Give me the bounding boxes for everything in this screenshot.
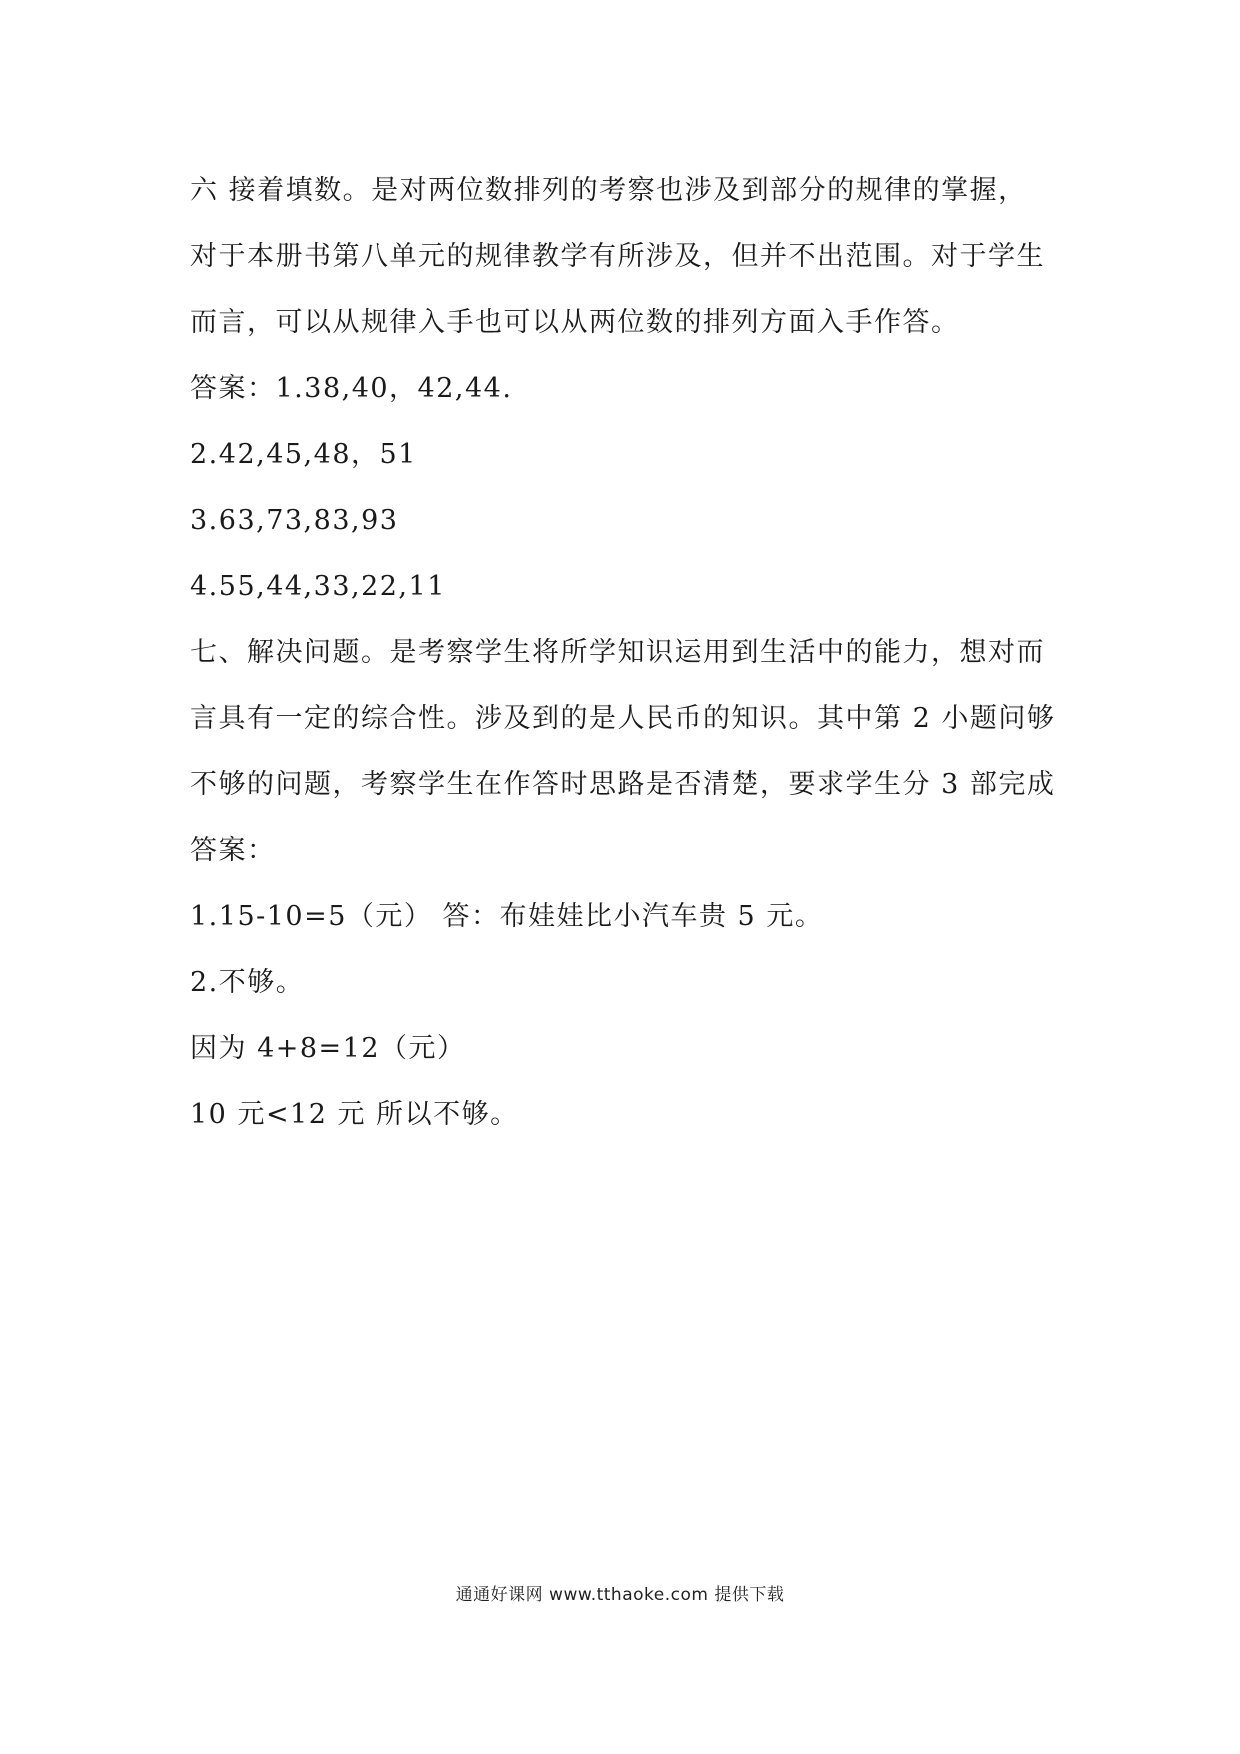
answer-heading: 答案： [190, 835, 276, 866]
answer-line: 4.55,44,33,22,11 [190, 571, 446, 602]
paragraph-line: 七、解决问题。是考察学生将所学知识运用到生活中的能力，想对而 [190, 637, 1045, 668]
document-body [190, 158, 1060, 1148]
paragraph-line: 而言，可以从规律入手也可以从两位数的排列方面入手作答。 [190, 307, 960, 338]
paragraph-line: 言具有一定的综合性。涉及到的是人民币的知识。其中第 2 小题问够 [190, 703, 1056, 734]
answer-line: 3.63,73,83,93 [190, 505, 399, 536]
paragraph-line: 六 接着填数。是对两位数排列的考察也涉及到部分的规律的掌握， [190, 175, 1027, 206]
answer-line: 因为 4+8=12（元） [190, 1033, 466, 1064]
footer-text: 通通好课网 www.tthaoke.com 提供下载 [455, 1585, 785, 1605]
answer-line: 答案：1.38,40，42,44. [190, 373, 513, 404]
paragraph-line: 对于本册书第八单元的规律教学有所涉及，但并不出范围。对于学生 [190, 241, 1045, 272]
paragraph-line: 不够的问题，考察学生在作答时思路是否清楚，要求学生分 3 部完成 [190, 769, 1056, 800]
answer-line: 2.不够。 [190, 967, 305, 998]
answer-line: 2.42,45,48，51 [190, 439, 417, 470]
answer-line: 1.15-10=5（元） 答：布娃娃比小汽车贵 5 元。 [190, 901, 824, 932]
answer-line: 10 元<12 元 所以不够。 [190, 1099, 519, 1130]
